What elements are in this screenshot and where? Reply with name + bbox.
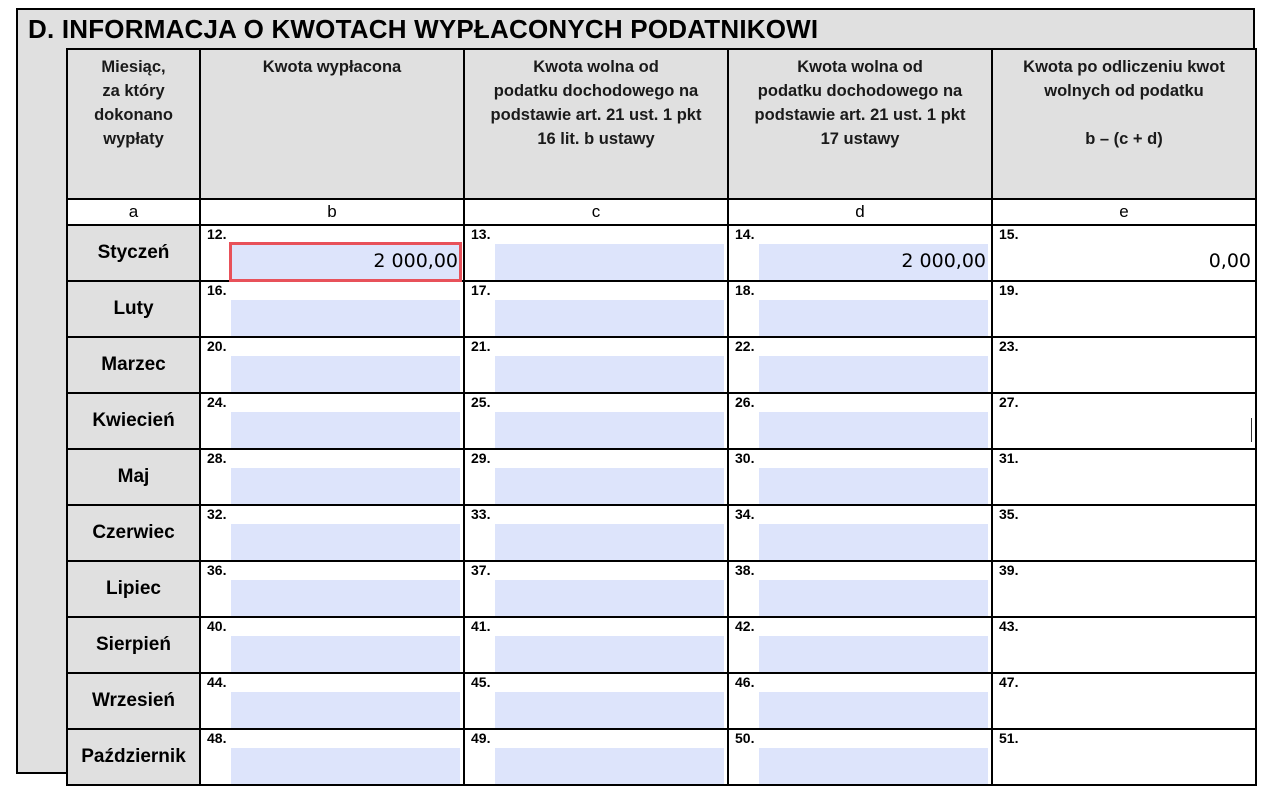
field-cell xyxy=(728,561,992,617)
field-number: 42. xyxy=(735,618,755,634)
field-cell xyxy=(200,505,464,561)
month-label: Sierpień xyxy=(67,617,200,673)
field-cell xyxy=(464,281,728,337)
field-number: 16. xyxy=(207,282,227,298)
month-label: Lipiec xyxy=(67,561,200,617)
amount-input[interactable] xyxy=(495,468,724,504)
field-cell xyxy=(728,449,992,505)
field-cell xyxy=(200,561,464,617)
field-cell xyxy=(992,729,1256,785)
header-line: dokonano xyxy=(94,106,173,124)
amount-input[interactable] xyxy=(759,692,988,728)
field-cell xyxy=(464,337,728,393)
field-number: 15. xyxy=(999,226,1019,242)
field-cell xyxy=(200,617,464,673)
amount-input[interactable] xyxy=(231,692,460,728)
field-number: 45. xyxy=(471,674,491,690)
field-number: 35. xyxy=(999,506,1019,522)
field-cell xyxy=(728,225,992,281)
amount-input[interactable] xyxy=(495,692,724,728)
field-cell xyxy=(992,505,1256,561)
field-number: 51. xyxy=(999,730,1019,746)
amount-input[interactable] xyxy=(231,748,460,784)
field-number: 21. xyxy=(471,338,491,354)
field-cell xyxy=(728,673,992,729)
table-row xyxy=(67,449,1256,505)
field-cell xyxy=(200,393,464,449)
header-after-deduction xyxy=(992,49,1256,199)
field-cell xyxy=(464,449,728,505)
field-cell xyxy=(464,561,728,617)
field-number: 41. xyxy=(471,618,491,634)
table-row xyxy=(67,561,1256,617)
field-cell xyxy=(728,729,992,785)
header-line: Kwota wolna od xyxy=(533,58,659,76)
field-cell xyxy=(464,393,728,449)
field-number: 31. xyxy=(999,450,1019,466)
field-cell xyxy=(992,393,1256,449)
month-label: Luty xyxy=(67,281,200,337)
amount-input[interactable] xyxy=(231,636,460,672)
amount-input[interactable] xyxy=(759,468,988,504)
field-cell xyxy=(200,729,464,785)
column-letter: a xyxy=(67,199,200,225)
month-label: Październik xyxy=(67,729,200,785)
field-number: 14. xyxy=(735,226,755,242)
table-row xyxy=(67,505,1256,561)
amount-input[interactable]: 2 000,00 xyxy=(759,244,988,280)
section-title: D. INFORMACJA O KWOTACH WYPŁACONYCH PODATNIKOWI xyxy=(28,14,819,44)
field-number: 23. xyxy=(999,338,1019,354)
table-row xyxy=(67,393,1256,449)
field-number: 46. xyxy=(735,674,755,690)
field-cell xyxy=(200,673,464,729)
amount-input[interactable] xyxy=(495,524,724,560)
field-number: 39. xyxy=(999,562,1019,578)
amount-input[interactable] xyxy=(231,524,460,560)
amount-input[interactable] xyxy=(231,300,460,336)
table-row xyxy=(67,281,1256,337)
field-number: 43. xyxy=(999,618,1019,634)
field-number: 48. xyxy=(207,730,227,746)
amount-input[interactable] xyxy=(231,412,460,448)
field-number: 25. xyxy=(471,394,491,410)
header-line: podstawie art. 21 ust. 1 pkt xyxy=(490,106,702,124)
field-number: 40. xyxy=(207,618,227,634)
column-letter: e xyxy=(992,199,1256,225)
field-number: 33. xyxy=(471,506,491,522)
field-number: 37. xyxy=(471,562,491,578)
field-number: 19. xyxy=(999,282,1019,298)
amount-input[interactable] xyxy=(495,636,724,672)
month-label: Czerwiec xyxy=(67,505,200,561)
field-cell xyxy=(992,281,1256,337)
amount-input[interactable] xyxy=(759,748,988,784)
header-line: Kwota wolna od xyxy=(797,58,923,76)
field-cell xyxy=(728,617,992,673)
header-line: podstawie art. 21 ust. 1 pkt xyxy=(754,106,966,124)
field-number: 34. xyxy=(735,506,755,522)
field-number: 18. xyxy=(735,282,755,298)
field-number: 38. xyxy=(735,562,755,578)
field-number: 27. xyxy=(999,394,1019,410)
amount-input[interactable] xyxy=(495,412,724,448)
header-line: 17 ustawy xyxy=(820,130,900,148)
field-number: 50. xyxy=(735,730,755,746)
amount-input[interactable] xyxy=(495,748,724,784)
amount-input[interactable] xyxy=(759,636,988,672)
table-row xyxy=(67,729,1256,785)
header-line: Miesiąc, xyxy=(101,58,166,76)
field-number: 22. xyxy=(735,338,755,354)
field-cell xyxy=(992,449,1256,505)
header-line: podatku dochodowego na xyxy=(493,82,699,100)
header-line: za który xyxy=(102,82,165,100)
table-row xyxy=(67,673,1256,729)
field-cell xyxy=(728,505,992,561)
month-label: Kwiecień xyxy=(67,393,200,449)
month-label: Marzec xyxy=(67,337,200,393)
text-cursor xyxy=(1251,418,1252,442)
field-number: 29. xyxy=(471,450,491,466)
header-line: Kwota wypłacona xyxy=(262,58,402,76)
field-cell xyxy=(992,673,1256,729)
field-number: 12. xyxy=(207,226,227,242)
field-cell xyxy=(200,225,464,281)
header-line: 16 lit. b ustawy xyxy=(537,130,655,148)
computed-value: 0,00 xyxy=(1208,250,1251,272)
header-line: wolnych od podatku xyxy=(1044,82,1204,100)
field-cell xyxy=(992,225,1256,281)
field-number: 30. xyxy=(735,450,755,466)
amount-input[interactable] xyxy=(231,580,460,616)
field-number: 28. xyxy=(207,450,227,466)
column-letter: b xyxy=(200,199,464,225)
field-cell xyxy=(992,561,1256,617)
field-cell xyxy=(200,281,464,337)
table-row xyxy=(67,225,1256,281)
amount-input[interactable] xyxy=(495,580,724,616)
field-cell xyxy=(464,617,728,673)
field-number: 17. xyxy=(471,282,491,298)
section-d-panel xyxy=(16,8,1255,774)
amount-input[interactable] xyxy=(231,468,460,504)
field-cell xyxy=(992,617,1256,673)
header-line: wypłaty xyxy=(103,130,164,148)
field-number: 24. xyxy=(207,394,227,410)
header-line: b – (c + d) xyxy=(1085,130,1163,148)
field-cell xyxy=(992,337,1256,393)
field-number: 44. xyxy=(207,674,227,690)
field-number: 47. xyxy=(999,674,1019,690)
month-label: Wrzesień xyxy=(67,673,200,729)
field-cell xyxy=(464,673,728,729)
header-paid-amount xyxy=(200,49,464,199)
column-letter: d xyxy=(728,199,992,225)
amount-input[interactable] xyxy=(231,356,460,392)
payout-table xyxy=(66,48,1257,786)
month-label: Styczeń xyxy=(67,225,200,281)
amount-input[interactable] xyxy=(759,580,988,616)
header-line: Kwota po odliczeniu kwot xyxy=(1023,58,1225,76)
field-cell xyxy=(728,337,992,393)
header-line: podatku dochodowego na xyxy=(757,82,963,100)
field-cell xyxy=(200,337,464,393)
field-number: 13. xyxy=(471,226,491,242)
header-line xyxy=(993,102,1255,126)
field-cell xyxy=(464,505,728,561)
field-number: 26. xyxy=(735,394,755,410)
month-label: Maj xyxy=(67,449,200,505)
header-month xyxy=(67,49,200,199)
amount-input[interactable]: 2 000,00 xyxy=(231,244,460,280)
header-exempt-16b xyxy=(464,49,728,199)
field-cell xyxy=(464,729,728,785)
amount-input[interactable] xyxy=(759,356,988,392)
amount-input[interactable] xyxy=(759,300,988,336)
field-number: 36. xyxy=(207,562,227,578)
amount-input[interactable] xyxy=(759,412,988,448)
field-cell xyxy=(464,225,728,281)
amount-input[interactable] xyxy=(495,300,724,336)
amount-input[interactable] xyxy=(495,244,724,280)
field-cell xyxy=(728,281,992,337)
amount-input[interactable] xyxy=(759,524,988,560)
field-cell xyxy=(200,449,464,505)
header-exempt-17 xyxy=(728,49,992,199)
field-number: 20. xyxy=(207,338,227,354)
field-number: 32. xyxy=(207,506,227,522)
field-number: 49. xyxy=(471,730,491,746)
amount-input[interactable] xyxy=(495,356,724,392)
field-cell xyxy=(728,393,992,449)
column-letter: c xyxy=(464,199,728,225)
table-row xyxy=(67,617,1256,673)
table-row xyxy=(67,337,1256,393)
